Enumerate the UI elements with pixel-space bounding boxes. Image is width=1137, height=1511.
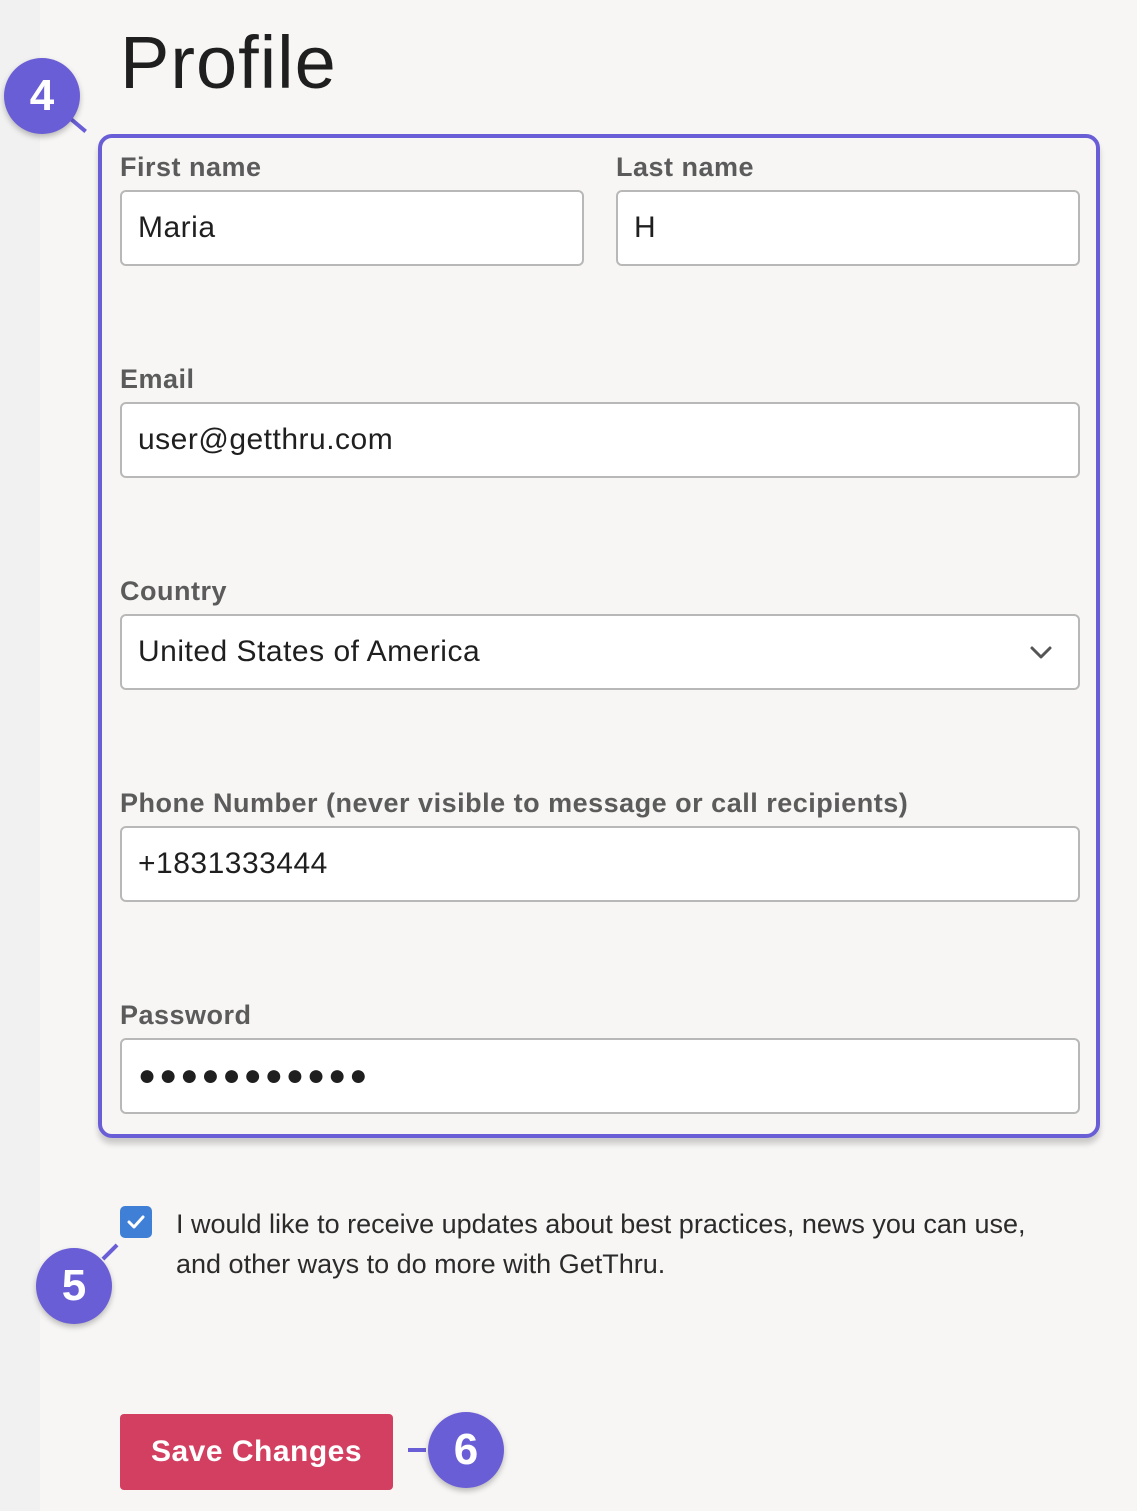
consent-checkbox[interactable]	[120, 1206, 152, 1238]
email-field[interactable]: user@getthru.com	[120, 402, 1080, 478]
country-select[interactable]	[120, 614, 1080, 690]
first-name-field[interactable]: Maria	[120, 190, 584, 266]
country-label: Country	[120, 576, 227, 606]
badge-6-connector	[408, 1448, 426, 1452]
last-name-field[interactable]: H	[616, 190, 1080, 266]
phone-field[interactable]: +1831333444	[120, 826, 1080, 902]
password-field[interactable]: ●●●●●●●●●●●	[120, 1038, 1080, 1114]
save-changes-button[interactable]: Save Changes	[120, 1414, 393, 1490]
chevron-down-icon	[1026, 638, 1056, 668]
annotation-badge-4: 4	[4, 58, 80, 134]
phone-label: Phone Number (never visible to message or call recipients)	[120, 788, 909, 818]
email-label: Email	[120, 364, 195, 394]
checkmark-icon	[125, 1211, 147, 1233]
first-name-label: First name	[120, 152, 262, 182]
page-title: Profile	[120, 21, 337, 104]
last-name-label: Last name	[616, 152, 755, 182]
consent-text: I would like to receive updates about best practices, news you can use, and other ways to do more with GetThru.	[176, 1209, 1026, 1279]
password-label: Password	[120, 1000, 252, 1030]
annotation-badge-5: 5	[36, 1248, 112, 1324]
annotation-badge-6: 6	[428, 1412, 504, 1488]
country-select-value: United States of America	[138, 635, 481, 668]
